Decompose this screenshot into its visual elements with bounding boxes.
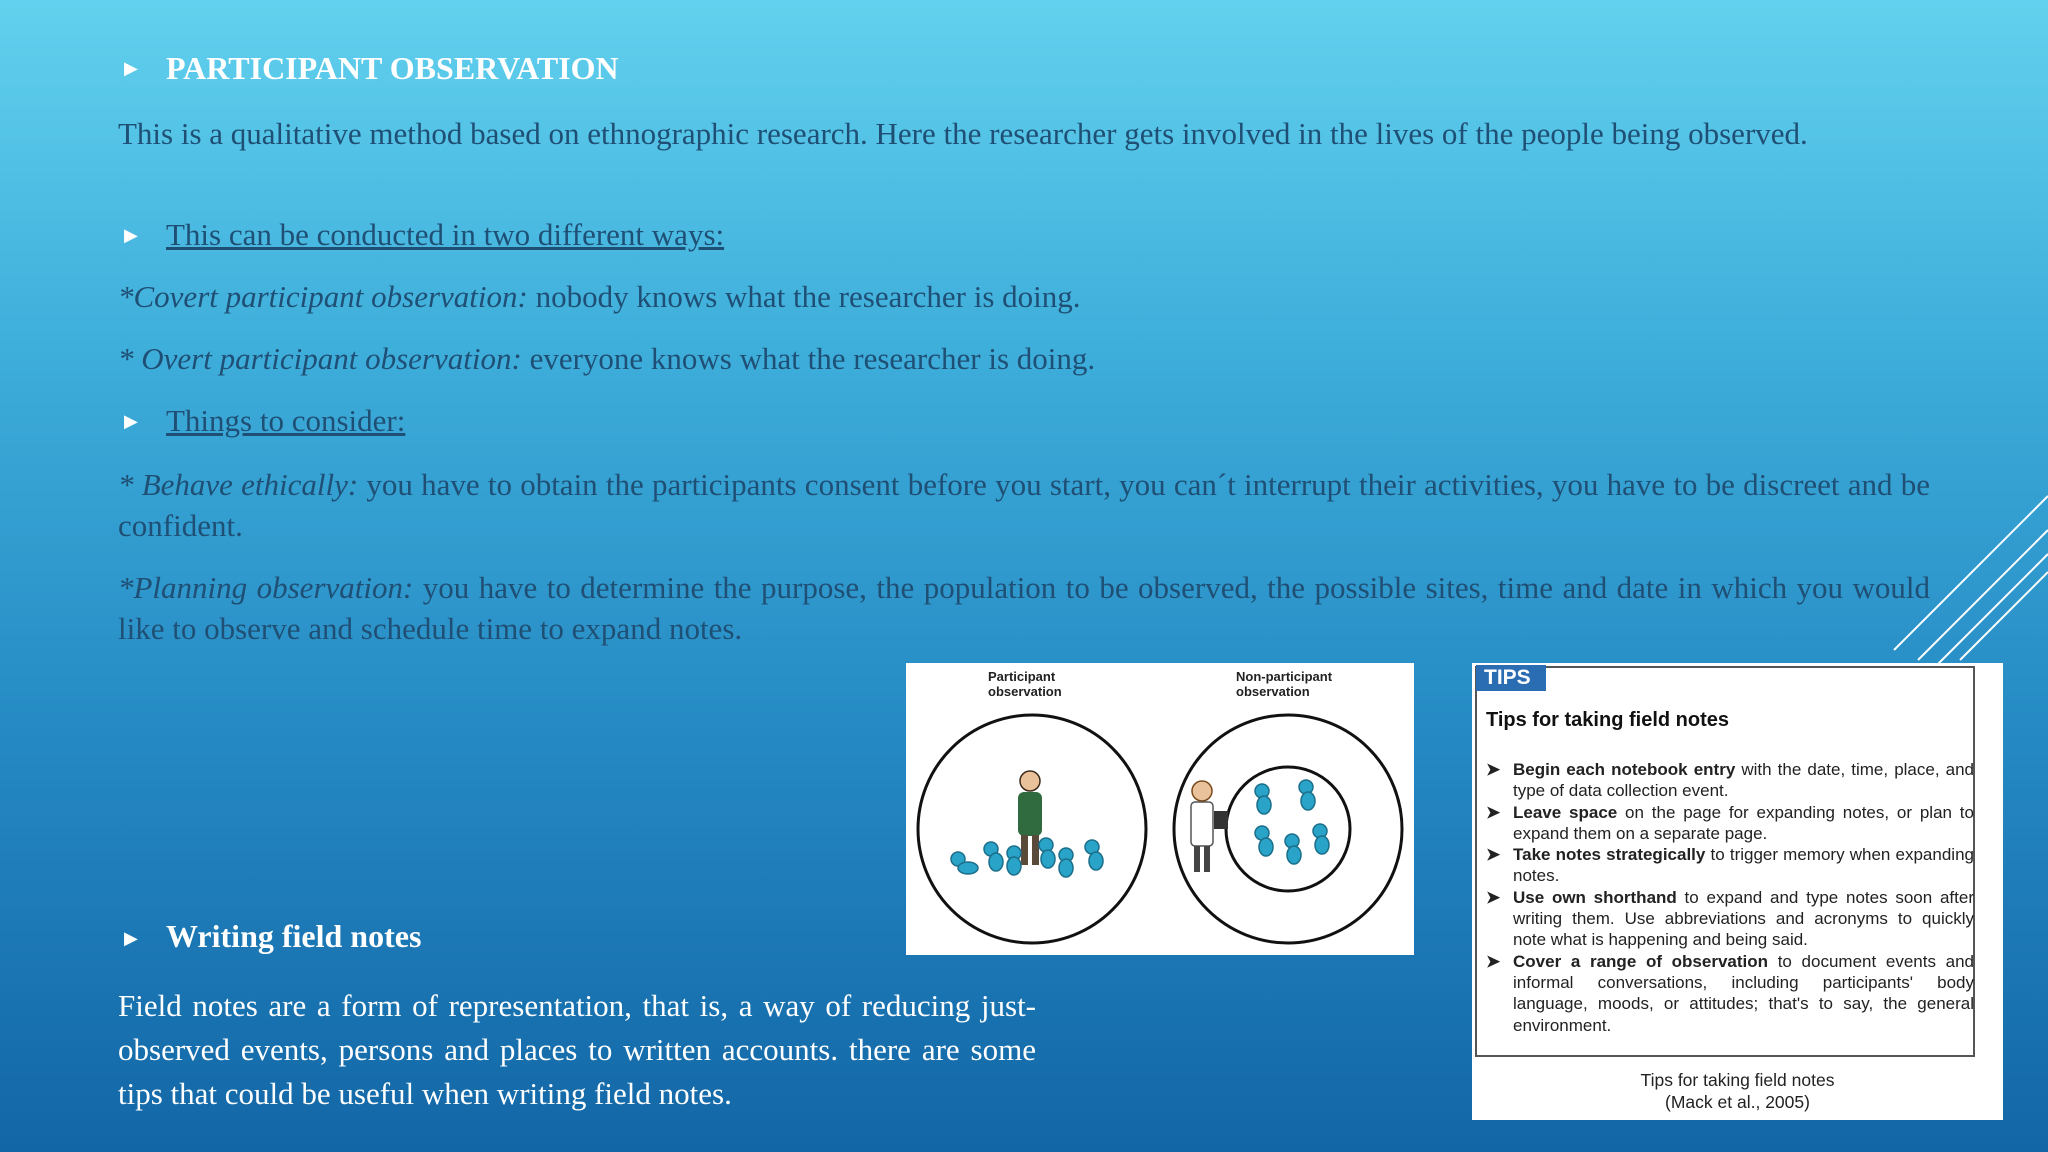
triangle-right-icon: ▶ [124,928,138,949]
tip-item: ➤ Take notes strategically to trigger memory when expanding notes. [1486,845,1974,886]
overt-term: * Overt participant observation: [118,341,522,376]
tip-item: ➤ Cover a range of observation to document events and informal conversations, including participants' body language, moods, or attitudes; that's to say, the general environment. [1486,951,1974,1035]
planning-term: *Planning observation: [118,570,414,605]
overt-text: everyone knows what the researcher is doing. [521,341,1096,376]
overt-line [118,341,1095,377]
covert-line [118,279,1081,315]
tips-badge: TIPS [1476,665,1546,691]
intro-paragraph: This is a qualitative method based on ethnographic research. Here the researcher gets involved in the lives of the people being observed. [118,116,1808,151]
tips-title: Tips for taking field notes [1486,709,1729,731]
triangle-right-icon: ▶ [124,411,138,432]
tips-caption-line2: (Mack et al., 2005) [1665,1092,1810,1112]
observer-figure [1018,771,1042,865]
tip-item: ➤ Use own shorthand to expand and type notes soon after writing them. Use abbreviations and acronyms to quickly note what is happening and being said. [1486,887,1974,950]
observation-figure [906,663,1414,955]
field-notes-paragraph: Field notes are a form of representation, that is, a way of reducing just-observed events, persons and places to written accounts. there are some tips that could be useful when writing field notes. [118,988,1036,1111]
tip-item: ➤ Leave space on the page for expanding notes, or plan to expand them on a separate page. [1486,802,1974,843]
tip-item: ➤ Begin each notebook entry with the date, time, place, and type of data collection event. [1486,760,1974,801]
triangle-right-icon: ▶ [124,225,138,246]
tips-caption-line1: Tips for taking field notes [1640,1070,1835,1090]
ways-heading: This can be conducted in two different ways: [166,217,725,252]
tips-list [1486,759,1974,1036]
tips-figure [1472,663,2003,1120]
covert-term: *Covert participant observation: [118,279,528,314]
behave-text: you have to obtain the participants consent before you start, you can´t interrupt their activities, you have to be discreet and be confident. [118,467,1930,543]
consider-heading: Things to consider: [166,403,406,438]
section-heading: PARTICIPANT OBSERVATION [166,50,619,86]
observation-illustration [906,663,1414,955]
behave-paragraph [118,464,1930,546]
behave-term: * Behave ethically: [118,467,359,502]
covert-text: nobody knows what the researcher is doing. [527,279,1081,314]
planning-paragraph [118,567,1930,649]
planning-text: you have to determine the purpose, the population to be observed, the possible sites, time and date in which you would like to observe and schedule time to expand notes. [118,570,1931,646]
non-participant-label: Non-participant observation [1236,669,1333,699]
researcher-figure [1191,781,1228,872]
triangle-right-icon: ▶ [124,58,138,79]
participant-label: Participant observation [988,669,1062,699]
field-notes-heading: Writing field notes [166,918,422,954]
tips-caption [1472,1069,2003,1113]
